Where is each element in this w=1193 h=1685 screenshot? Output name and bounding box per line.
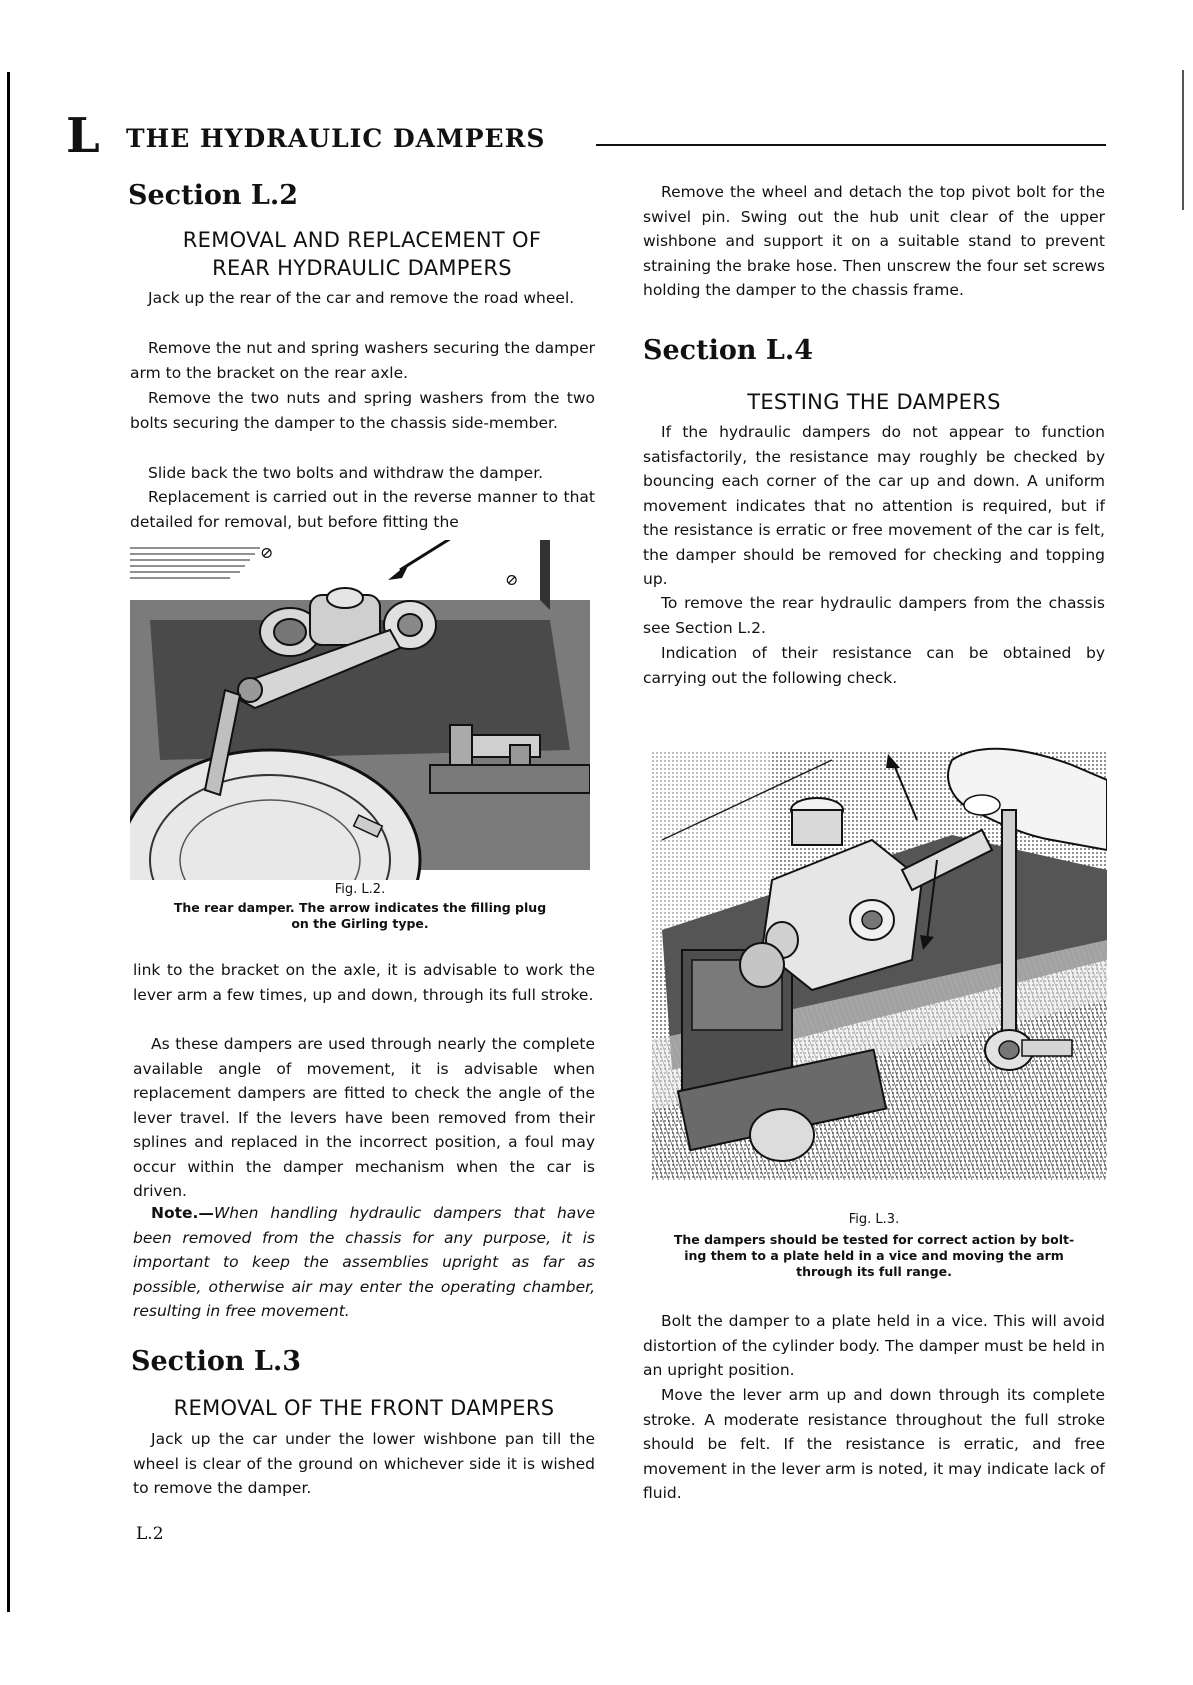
- section-l4-paragraph-1: If the hydraulic dampers do not appear to function satisfactorily, the resistance may roughly be checked by bouncing each corner of the car up and down. A uniform movement indicates that no attention is required, but if the resistance is erratic or free movement of the car is felt, the damper should be removed for checking and topping up.: [643, 423, 1105, 588]
- chapter-title: THE HYDRAULIC DAMPERS: [126, 124, 546, 153]
- section-l3-paragraph-1: Jack up the car under the lower wishbone pan till the wheel is clear of the ground on whichever side it is wished to remove the damper.: [133, 1430, 595, 1497]
- figure-l3-caption-line3: through its full range.: [796, 1264, 952, 1279]
- page-header: [66, 108, 1106, 164]
- figure-l3-illustration: [652, 740, 1107, 1180]
- section-l2-subheading-line1: REMOVAL AND REPLACEMENT OF: [182, 228, 542, 252]
- section-l2-paragraph-5: Replacement is carried out in the reverse manner to that detailed for removal, but before fitting the: [130, 488, 595, 531]
- figure-l3-caption-line1: The dampers should be tested for correct action by bolt-: [673, 1232, 1075, 1247]
- section-l2-subheading: [128, 226, 596, 282]
- section-l4-paragraph-4: Bolt the damper to a plate held in a vice. This will avoid distortion of the cylinder body. The damper must be held in an upright position.: [643, 1312, 1105, 1379]
- figure-l2-caption-line1: The rear damper. The arrow indicates the filling plug: [173, 900, 547, 915]
- section-l2-paragraph-3: Remove the two nuts and spring washers from the two bolts securing the damper to the chassis side-member.: [130, 389, 595, 432]
- section-l4-paragraph-2: To remove the rear hydraulic dampers from the chassis see Section L.2.: [643, 594, 1105, 637]
- header-rule: [596, 144, 1106, 146]
- figure-l2-caption: [130, 900, 590, 932]
- section-l2-paragraph-1: Jack up the rear of the car and remove the road wheel.: [148, 289, 575, 307]
- section-l4-subheading: TESTING THE DAMPERS: [747, 390, 1001, 414]
- section-l3-subheading: REMOVAL OF THE FRONT DAMPERS: [173, 1396, 555, 1420]
- section-l2-paragraph-4: Slide back the two bolts and withdraw the damper.: [148, 464, 544, 482]
- section-l3-heading: Section L.3: [131, 1346, 302, 1377]
- page-number: L.2: [136, 1524, 164, 1544]
- section-l2-heading: Section L.2: [128, 180, 299, 211]
- note-text: When handling hydraulic dampers that have been removed from the chassis for any purpose, it is important to keep the assemblies upright as far as possible, otherwise air may enter the operating chamber, resulting in free movement.: [133, 1204, 595, 1320]
- figure-l3-caption: [643, 1232, 1105, 1280]
- figure-l3-caption-line2: ing them to a plate held in a vice and moving the arm: [684, 1248, 1064, 1263]
- section-l4-heading: Section L.4: [643, 335, 814, 366]
- svg-text:⊘: ⊘: [505, 570, 519, 589]
- figure-l2-label: Fig. L.2.: [334, 882, 386, 897]
- svg-text:⊘: ⊘: [260, 543, 274, 562]
- section-l2-paragraph-2: Remove the nut and spring washers securing the damper arm to the bracket on the rear axle.: [130, 339, 595, 382]
- section-l4-paragraph-5: Move the lever arm up and down through its complete stroke. A moderate resistance throughout the full stroke should be felt. If the resistance is erratic, and free movement in the lever arm is noted, it may indicate lack of fluid.: [643, 1386, 1105, 1502]
- figure-l3-label: Fig. L.3.: [848, 1212, 900, 1227]
- section-l2-paragraph-7: As these dampers are used through nearly the complete available angle of movement, it is advisable when replacement dampers are fitted to check the angle of the lever travel. If the levers have been removed from their splines and replaced in the incorrect position, a foul may occur within the damper mechanism when the car is driven.: [133, 1035, 595, 1200]
- margin-rule: [7, 72, 10, 1612]
- section-l4-paragraph-3: Indication of their resistance can be obtained by carrying out the following check.: [643, 644, 1105, 687]
- section-l3-continued-paragraph: Remove the wheel and detach the top pivot bolt for the swivel pin. Swing out the hub unit clear of the upper wishbone and support it on a suitable stand to prevent straining the brake hose. Then unscrew the four set screws holding the damper to the chassis frame.: [643, 183, 1105, 299]
- note-label: Note.—: [151, 1204, 214, 1222]
- figure-l2-caption-line2: on the Girling type.: [291, 916, 429, 931]
- edge-rule: [1182, 70, 1184, 210]
- chapter-letter: L: [66, 108, 100, 164]
- figure-l2-illustration: [130, 540, 590, 880]
- section-l2-note: [133, 1201, 595, 1324]
- section-l2-subheading-line2: REAR HYDRAULIC DAMPERS: [212, 256, 512, 280]
- section-l2-paragraph-6: link to the bracket on the axle, it is advisable to work the lever arm a few times, up and down, through its full stroke.: [133, 961, 595, 1004]
